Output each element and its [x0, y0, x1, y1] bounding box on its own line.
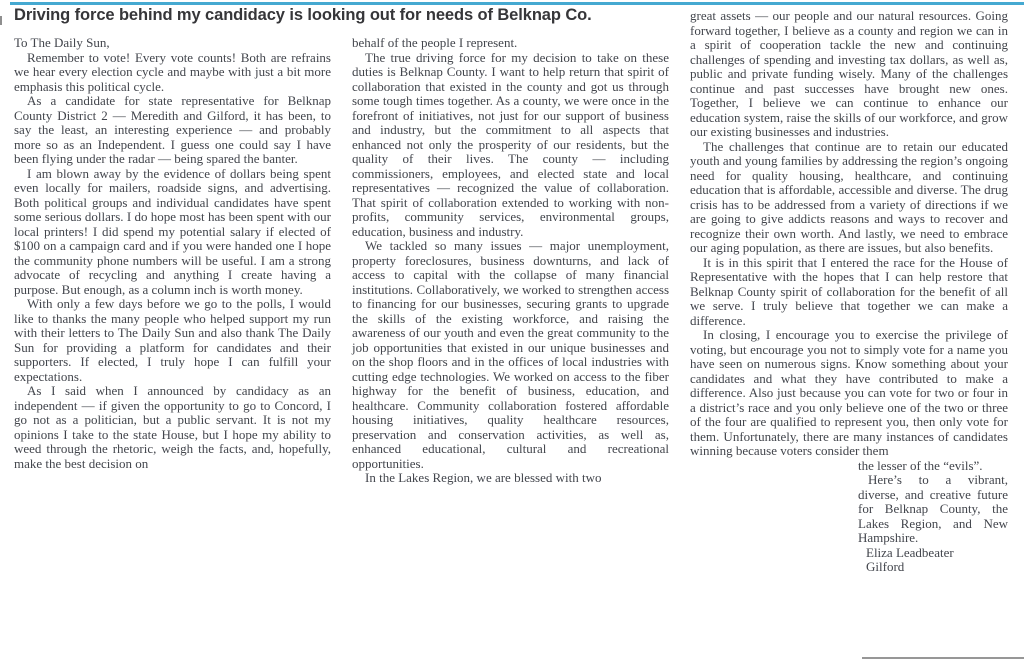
letter-paragraph: I am blown away by the evidence of dollars being spent even locally for mailers, roadside signs, and advertising. Both political groups and individual candidates have spent some serious dollars. I do hope most has been spent with our local printers! I did spend my potential salary if elected of $100 on a campaign card and if you were handed one I hope the community phone numbers will be useful. I am a strong advocate of recycling and anything I create having a purpose. But enough, as a column inch is worth money. — [14, 165, 331, 297]
letter-paragraph: As I said when I announced by candidacy as an independent — if given the opportunity to go to Concord, I go not as a politician, but a public servant. It is not my opinions I take to the state House, but I hope my ability to weed through the rhetoric, weigh the facts, and, hopefully, make the best decision on — [14, 383, 331, 471]
signature-name: Eliza Leadbeater — [866, 544, 954, 560]
letter-paragraph: The challenges that continue are to retain our educated youth and young families by addressing the region’s ongoing need for quality housing, healthcare, and continuing education that is affordable, accessible and diverse. The drug crisis has to be addressed from a variety of directions if we are going to give addicts reasons and ways to recover and recognize their own worth. And lastly, we need to embrace our aging population, as there are issues, but also benefits. — [690, 138, 1008, 255]
top-divider-rule — [10, 2, 1024, 5]
salutation: To The Daily Sun, — [14, 35, 110, 50]
left-edge-fragment — [0, 16, 2, 25]
letter-paragraph: With only a few days before we go to the polls, I would like to thanks the many people who helped support my run with their letters to The Daily Sun and also thank The Daily Sun for providing a platform for candidates and their supporters. If elected, I truly hope I can fulfill your expectations. — [14, 296, 331, 384]
letter-paragraph: The true driving force for my decision to take on these duties is Belknap County. I want to help return that spirit of collaboration that existed in the county and got us through some tough times together. As a county, we were once in the forefront of initiatives, not just for our support of business and industry, but the commitment to all aspects that enhanced not only the prosperity of our residents, but the quality of their lives. The county — including commissioners, employees, and elected state and local representatives — recognized the value of collaboration. That spirit of collaboration extended to working with non-profits, community services, environmental groups, education, business and industry. — [352, 49, 669, 239]
column-1 — [14, 36, 331, 471]
letter-paragraph: We tackled so many issues — major unemployment, property foreclosures, business downturns, and lack of access to capital with the collapse of many financial institutions. Collaboratively, we worked to strengthen access to financing for our businesses, securing grants to upgrade the skills of the existing workforce, and raising the awareness of our youth and even the great community to the job opportunities that existed in our unique businesses and on the shop floors and in the offices of local industries with cutting edge technologies. We worked on access to the fiber highway for the benefit of business, education, and healthcare. Community collaboration fostered affordable housing initiatives, quality healthcare resources, preservation and conservation activities, as well as, enhanced educational, cultural and recreational opportunities. — [352, 238, 669, 471]
letter-paragraph-continuation: great assets — our people and our natural resources. Going forward together, I believe as a county and region we can in a spirit of cooperation tackle the new and continuing challenges of spending and investing tax dollars, as well as, public and private funding wisely. Many of the challenges continue and past successes have brought new ones. Together, I believe we can continue to enhance our education system, raise the skills of our workforce, and grow our existing businesses and industries. — [690, 8, 1008, 139]
letter-paragraph-continuation: the lesser of the “evils”. — [858, 457, 983, 473]
column-3 — [690, 9, 1008, 575]
letter-paragraph: In the Lakes Region, we are blessed with two — [365, 470, 602, 485]
signature-town: Gilford — [866, 559, 905, 574]
closing-paragraph: Here’s to a vibrant, diverse, and creative future for Belknap County, the Lakes Region, and New Hampshire. — [858, 472, 1008, 545]
letter-paragraph: Remember to vote! Every vote counts! Both are refrains we hear every election cycle and maybe with just a bit more emphasis this political cycle. — [14, 49, 331, 94]
letter-paragraph-continuation: behalf of the people I represent. — [352, 35, 518, 50]
bottom-divider-rule — [862, 657, 1024, 659]
headline: Driving force behind my candidacy is looking out for needs of Belknap Co. — [14, 6, 592, 24]
letter-paragraph: In closing, I encourage you to exercise the privilege of voting, but encourage you not to simply vote for a name you have seen on numerous signs. Know something about your candidates and what they have contributed to make a difference. Also just because you can vote for two or four in a district’s race and you only believe one of the two or three of the four are qualified to represent you, then only vote for them. Unfortunately, there are many instances of candidates winning because voters consider them — [690, 327, 1008, 458]
letter-paragraph: It is in this spirit that I entered the race for the House of Representative with the hopes that I can help restore that Belknap County spirit of collaboration for the benefit of all we serve. I truly believe that together we can make a difference. — [690, 254, 1008, 328]
closing-block — [858, 459, 1008, 575]
column-2 — [352, 36, 669, 486]
letter-paragraph: As a candidate for state representative for Belknap County District 2 — Meredith and Gilford, it has been, to say the least, an interesting experience — and probably more so as an Independent. I guess one could say I have been flying under the radar — being spared the banter. — [14, 93, 331, 166]
